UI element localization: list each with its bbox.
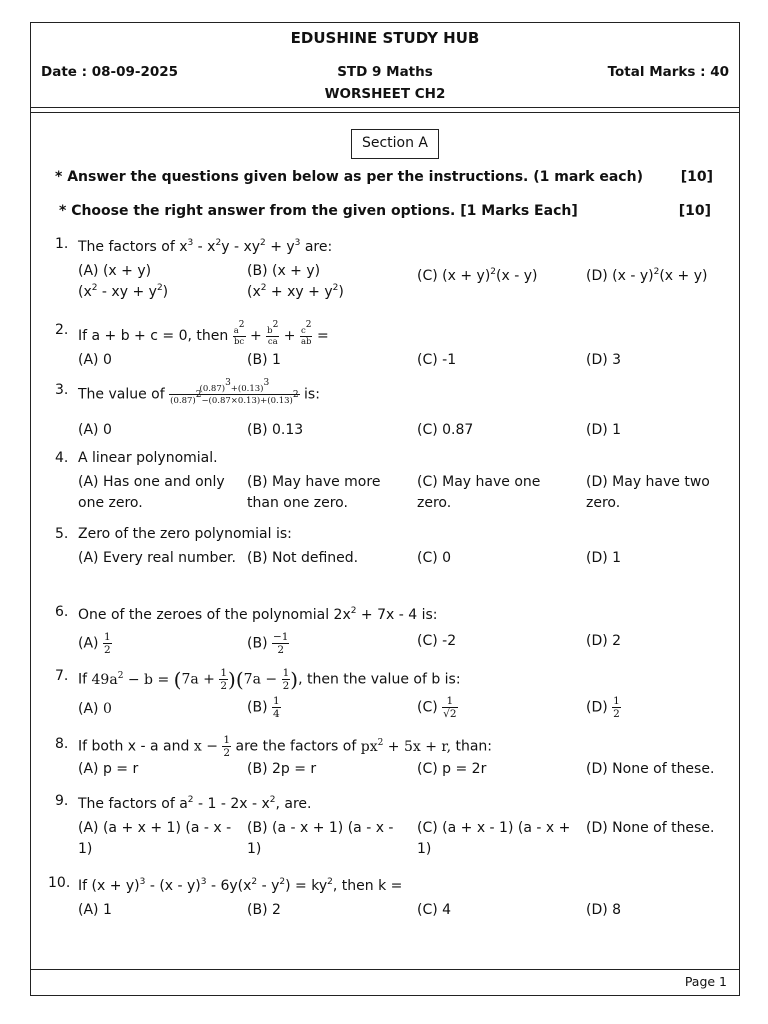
standard-label: STD 9 Maths xyxy=(337,64,433,80)
instruction-2 xyxy=(59,203,711,219)
worksheet-frame xyxy=(30,22,740,996)
option-a[interactable]: (A) p = r xyxy=(78,761,139,777)
option-d[interactable]: (D) None of these. xyxy=(586,761,715,777)
header-divider xyxy=(31,112,739,113)
option-c[interactable]: (C) 0 xyxy=(417,550,452,566)
question-text: If $(x + y)^3 - (x - y)^3 - 6y(x^2 - y^2) = ky^2$, then k = xyxy=(78,877,403,894)
question-text: If $49a^2 - b = (7a$ + $\frac{1}{2}$ )(7a − $\frac{1}{2}$ ), then the value of b is: xyxy=(78,667,461,692)
section-title: Section A xyxy=(351,129,439,159)
instruction-1 xyxy=(55,169,713,185)
question-number: 1. xyxy=(55,236,69,252)
worksheet-title: WORSHEET CH2 xyxy=(324,86,446,102)
question-text: A linear polynomial. xyxy=(78,450,218,466)
option-c[interactable]: (C) -1 xyxy=(417,352,457,368)
question-number: 7. xyxy=(55,668,69,684)
option-c[interactable]: (C) $\frac{1}{√2}$ xyxy=(417,695,457,720)
question-text: Zero of the zero polynomial is: xyxy=(78,526,292,542)
option-d[interactable]: (D) 1 xyxy=(586,550,622,566)
option-c[interactable]: (C) (a + x - 1) (a - x + 1) xyxy=(417,820,571,857)
option-c[interactable]: (C) $(x + y)^2(x - y)$ xyxy=(417,267,538,284)
question-number: 8. xyxy=(55,736,69,752)
question-number: 9. xyxy=(55,793,69,809)
option-a[interactable]: (A) (x + y) ($x^2$ - xy + $y^2$) xyxy=(78,263,169,300)
question-text: If a + b + c = 0, then $\frac{a^2}{bc}$ + $\frac{b^2}{ca}$ + $\frac{c^2}{ab}$ = xyxy=(78,320,329,347)
option-d[interactable]: (D) 8 xyxy=(586,902,622,918)
date-label: Date : 08-09-2025 xyxy=(41,64,179,80)
option-b[interactable]: (B) (a - x + 1) (a - x - 1) xyxy=(247,820,394,857)
option-a[interactable]: (A) Every real number. xyxy=(78,550,236,566)
option-d[interactable]: (D) 3 xyxy=(586,352,622,368)
question-number: 6. xyxy=(55,604,69,620)
option-b[interactable]: (B) 2p = r xyxy=(247,761,317,777)
option-c[interactable]: (C) 4 xyxy=(417,902,452,918)
instruction-marks: [10] xyxy=(678,203,711,219)
question-text: The value of $\frac{(0.87)^3+(0.13)^3}{(0.87)^2-(0.87\times 0.13)+(0.13)^2}$ is: xyxy=(78,378,320,406)
option-c[interactable]: (C) -2 xyxy=(417,633,457,649)
option-b[interactable]: (B) 2 xyxy=(247,902,281,918)
option-a[interactable]: (A) 0 xyxy=(78,701,112,717)
question-number: 2. xyxy=(55,322,69,338)
option-d[interactable]: (D) May have two zero. xyxy=(586,474,710,511)
option-a[interactable]: (A) Has one and only one zero. xyxy=(78,474,225,511)
option-c[interactable]: (C) 0.87 xyxy=(417,422,474,438)
option-d[interactable]: (D) $\frac{1}{2}$ xyxy=(586,695,620,720)
instruction-text: * Choose the right answer from the given options. [1 Marks Each] xyxy=(59,203,578,219)
question-text: The factors of $x^3 - x^2y - xy^2 + y^3$ are: xyxy=(78,238,333,255)
header-divider xyxy=(31,107,739,108)
footer-divider xyxy=(31,969,739,970)
instruction-marks: [10] xyxy=(680,169,713,185)
school-name: EDUSHINE STUDY HUB xyxy=(290,29,480,47)
option-b[interactable]: (B) $\frac{-1}{2}$ xyxy=(247,631,289,656)
question-number: 3. xyxy=(55,382,69,398)
option-d[interactable]: (D) (x - y)$^2$(x + y) xyxy=(586,267,708,284)
total-marks-label: Total Marks : 40 xyxy=(607,64,729,80)
header-info-row xyxy=(41,64,729,84)
page-number: Page 1 xyxy=(684,974,727,989)
option-a[interactable]: (A) 0 xyxy=(78,422,112,438)
option-b[interactable]: (B) $\frac{1}{4}$ xyxy=(247,695,280,720)
option-b[interactable]: (B) Not defined. xyxy=(247,550,359,566)
option-d[interactable]: (D) 2 xyxy=(586,633,622,649)
question-text: One of the zeroes of the polynomial $2x^2 + 7x - 4$ is: xyxy=(78,606,438,623)
question-number: 10. xyxy=(48,875,71,891)
question-text: The factors of $a^2 - 1 - 2x - x^2$, are. xyxy=(78,795,312,812)
option-a[interactable]: (A) $\frac{1}{2}$ xyxy=(78,631,111,656)
option-a[interactable]: (A) 1 xyxy=(78,902,112,918)
option-b[interactable]: (B) 0.13 xyxy=(247,422,304,438)
option-b[interactable]: (B) May have more than one zero. xyxy=(247,474,381,511)
option-b[interactable]: (B) (x + y) ($x^2$ + xy + $y^2$) xyxy=(247,263,344,300)
option-c[interactable]: (C) p = 2r xyxy=(417,761,487,777)
option-d[interactable]: (D) 1 xyxy=(586,422,622,438)
option-a[interactable]: (A) (a + x + 1) (a - x - 1) xyxy=(78,820,232,857)
option-d[interactable]: (D) None of these. xyxy=(586,820,715,836)
instruction-text: * Answer the questions given below as per the instructions. (1 mark each) xyxy=(55,169,643,185)
option-c[interactable]: (C) May have one zero. xyxy=(417,474,541,511)
option-a[interactable]: (A) 0 xyxy=(78,352,112,368)
question-number: 4. xyxy=(55,450,69,466)
question-number: 5. xyxy=(55,526,69,542)
question-text: If both x - a and x − $\frac{1}{2}$ are the factors of $px^2 + 5x + r$, than: xyxy=(78,734,492,759)
option-b[interactable]: (B) 1 xyxy=(247,352,281,368)
